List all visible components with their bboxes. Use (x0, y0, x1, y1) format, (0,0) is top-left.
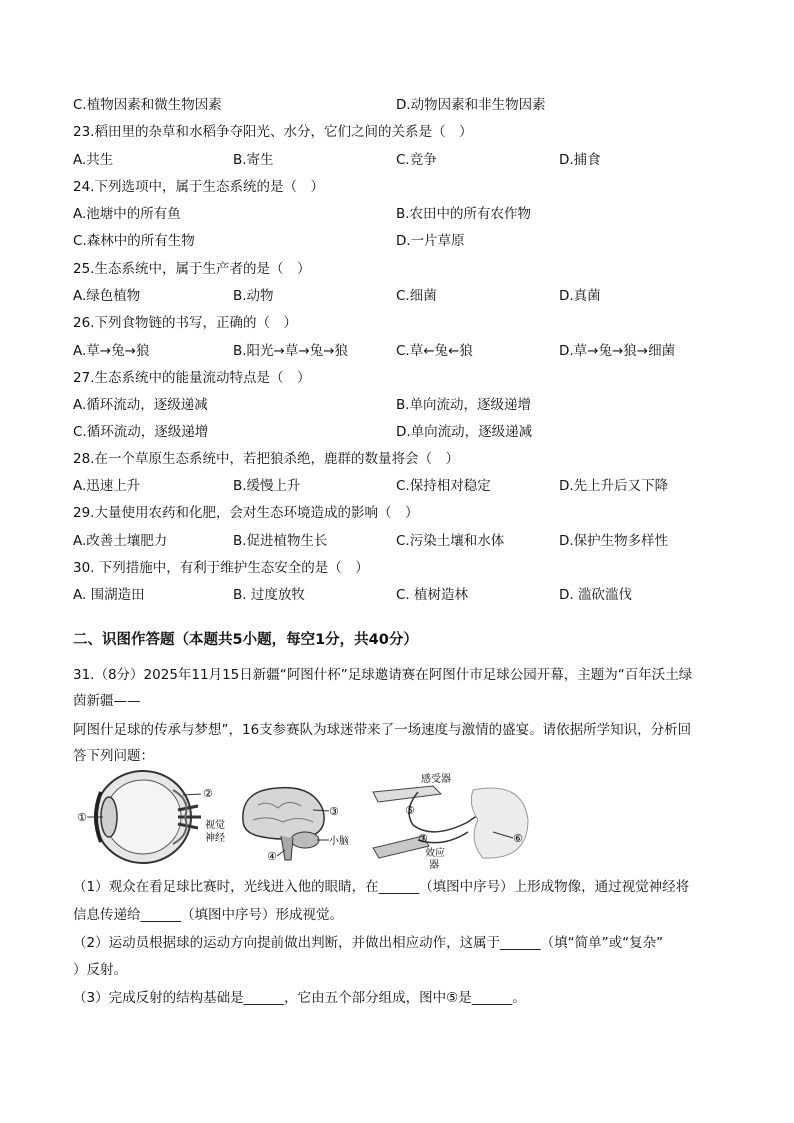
receptor-label: 感受器 (421, 774, 451, 785)
eye-diagram (95, 771, 201, 863)
question-30-stem: 30. 下列措施中，有利于维护生态安全的是（ ） (73, 560, 369, 576)
q25-option-c: C.细菌 (396, 288, 437, 304)
question-28-stem: 28.在一个草原生态系统中，若把狼杀绝，鹿群的数量将会（ ） (73, 451, 459, 467)
q30-option-b: B. 过度放牧 (233, 587, 305, 603)
q23-option-c: C.竞争 (396, 152, 437, 168)
q31-part3: （3）完成反射的结构基础是______，它由五个部分组成，图中⑤是______。 (73, 990, 526, 1006)
q29-option-c: C.污染土壤和水体 (396, 533, 505, 549)
label-4: ④ (267, 850, 277, 863)
q27-option-d: D.单向流动，逐级递减 (396, 424, 533, 440)
q23-option-d: D.捕食 (559, 152, 601, 168)
q27-option-b: B.单向流动，逐级递增 (396, 397, 532, 413)
label-5: ⑤ (405, 804, 415, 817)
optic-nerve-label-2: 神经 (205, 833, 225, 844)
q29-option-a: A.改善土壤肥力 (73, 533, 168, 549)
q27-option-c: C.循环流动，逐级递增 (73, 424, 209, 440)
brain-diagram (243, 788, 324, 860)
optic-nerve-label-1: 视觉 (205, 820, 225, 831)
q31-part1-line2: 信息传递给______（填图中序号）形成视觉。 (73, 907, 343, 923)
option-d-prev: D.动物因素和非生物因素 (396, 97, 546, 113)
question-27-stem: 27.生态系统中的能量流动特点是（ ） (73, 370, 311, 386)
section-2-title: 二、识图作答题（本题共5小题，每空1分，共40分） (73, 632, 418, 648)
q30-option-d: D. 滥砍滥伐 (559, 587, 632, 603)
effector-label-2: 器 (429, 860, 439, 870)
q28-option-a: A.迅速上升 (73, 478, 141, 494)
q23-option-a: A.共生 (73, 152, 114, 168)
question-29-stem: 29.大量使用农药和化肥，会对生态环境造成的影响（ ） (73, 505, 419, 521)
label-1: ① (77, 811, 87, 824)
q31-part2-line2: ）反射。 (73, 962, 127, 978)
q28-option-c: C.保持相对稳定 (396, 478, 491, 494)
q28-option-d: D.先上升后又下降 (559, 478, 669, 494)
q26-option-d: D.草→兔→狼→细菌 (559, 343, 676, 359)
question-23-stem: 23.稻田里的杂草和水稻争夺阳光、水分，它们之间的关系是（ ） (73, 124, 473, 140)
q30-option-c: C. 植树造林 (396, 587, 469, 603)
q30-option-a: A. 围湖造田 (73, 587, 145, 603)
q31-intro-line2: 茵新疆—— (73, 693, 141, 709)
q29-option-b: B.促进植物生长 (233, 533, 328, 549)
effector-label-1: 效应 (425, 848, 445, 859)
q29-option-d: D.保护生物多样性 (559, 533, 669, 549)
q24-option-b: B.农田中的所有农作物 (396, 206, 532, 222)
label-7: ⑦ (418, 832, 428, 845)
cerebellum-label: 小脑 (329, 836, 349, 847)
label-2: ② (203, 787, 213, 800)
q24-option-c: C.森林中的所有生物 (73, 233, 195, 249)
q31-intro-line1: 31.（8分）2025年11月15日新疆“阿图什杯”足球邀请赛在阿图什市足球公园开幕，主题为“百年沃土绿 (73, 667, 693, 683)
question-25-stem: 25.生态系统中，属于生产者的是（ ） (73, 261, 311, 277)
q31-intro-line4: 答下列问题： (73, 748, 154, 764)
label-3: ③ (329, 805, 339, 818)
question-26-stem: 26.下列食物链的书写，正确的（ ） (73, 315, 297, 331)
q23-option-b: B.寄生 (233, 152, 274, 168)
q31-part1-line1: （1）观众在看足球比赛时，光线进入他的眼睛，在______（填图中序号）上形成物像，通过视觉神经将 (73, 879, 690, 895)
q24-option-d: D.一片草原 (396, 233, 465, 249)
q25-option-b: B.动物 (233, 288, 274, 304)
q25-option-a: A.绿色植物 (73, 288, 141, 304)
option-c-prev: C.植物因素和微生物因素 (73, 97, 222, 113)
q26-option-a: A.草→兔→狼 (73, 343, 150, 359)
q26-option-b: B.阳光→草→兔→狼 (233, 343, 348, 359)
q26-option-c: C.草←兔←狼 (396, 343, 473, 359)
q28-option-b: B.缓慢上升 (233, 478, 301, 494)
label-6: ⑥ (513, 832, 523, 845)
q25-option-d: D.真菌 (559, 288, 601, 304)
q24-option-a: A.池塘中的所有鱼 (73, 206, 181, 222)
reflex-arc-diagram (373, 786, 528, 858)
q31-intro-line3: 阿图什足球的传承与梦想”，16支参赛队为球迷带来了一场速度与激情的盛宴。请依据所学知识，分析回 (73, 722, 692, 738)
q31-figure (73, 770, 533, 870)
question-24-stem: 24.下列选项中，属于生态系统的是（ ） (73, 179, 324, 195)
q27-option-a: A.循环流动，逐级递减 (73, 397, 208, 413)
q31-part2-line1: （2）运动员根据球的运动方向提前做出判断，并做出相应动作，这属于______（填“简单”或“复杂” (73, 935, 664, 951)
